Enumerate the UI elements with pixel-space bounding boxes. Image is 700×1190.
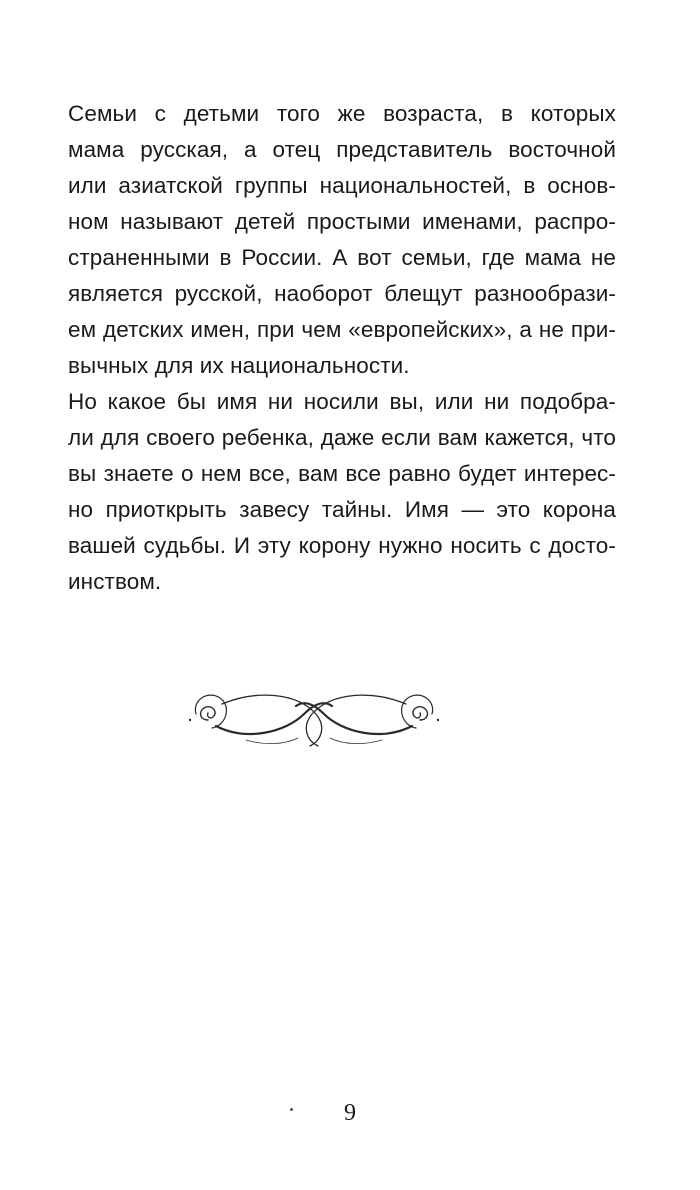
text-line: вычных для их национальности. <box>68 353 410 378</box>
text-line: страненными в России. А вот семьи, где мама не <box>68 245 616 270</box>
text-line: Семьи с детьми того же возраста, в которых <box>68 101 616 126</box>
text-line: но приоткрыть завесу тайны. Имя — это корона <box>68 497 616 522</box>
text-line: Но какое бы имя ни носили вы, или ни подобра- <box>68 389 616 414</box>
body-text <box>68 96 616 600</box>
text-line: вы знаете о нем все, вам все равно будет интерес- <box>68 461 616 486</box>
flourish-divider-icon <box>186 680 442 756</box>
paragraph-1 <box>68 96 616 384</box>
text-line: является русской, наоборот блещут разнообрази- <box>68 281 616 306</box>
text-line: мама русская, а отец представитель восточной <box>68 137 616 162</box>
text-line: ем детских имен, при чем «европейских», а не при- <box>68 317 616 342</box>
page-number: 9 <box>344 1100 356 1126</box>
text-line: или азиатской группы национальностей, в основ- <box>68 173 616 198</box>
text-line: ли для своего ребенка, даже если вам кажется, что <box>68 425 616 450</box>
text-line: вашей судьбы. И эту корону нужно носить с досто- <box>68 533 616 558</box>
text-line: инством. <box>68 569 162 594</box>
paragraph-2 <box>68 384 616 600</box>
text-line: ном называют детей простыми именами, распро- <box>68 209 616 234</box>
